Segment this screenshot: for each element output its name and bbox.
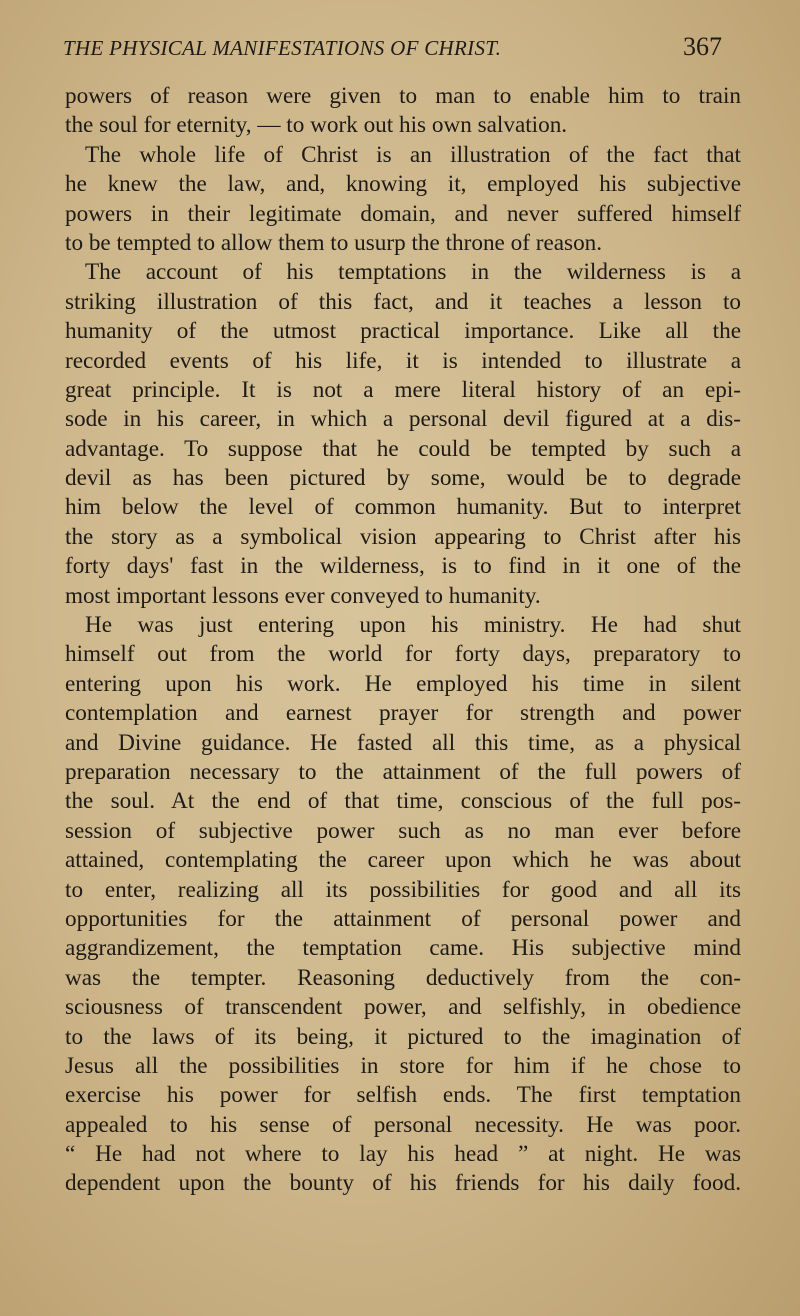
text-line: powers of reason were given to man to enable him to train: [65, 83, 741, 109]
text-line: recorded events of his life, it is intended to illustrate a: [65, 347, 741, 374]
text-line: powers in their legitimate domain, and never suffered himself: [65, 200, 741, 227]
text-line: preparation necessary to the attainment of the full powers of: [65, 758, 741, 785]
running-header: THE PHYSICAL MANIFESTATIONS OF CHRIST.: [63, 36, 502, 60]
text-line: sode in his career, in which a personal devil figured at a dis-: [65, 406, 741, 433]
text-line: appealed to his sense of personal necessity. He was poor.: [65, 1111, 741, 1138]
text-line: him below the level of common humanity. But to interpret: [65, 494, 741, 521]
text-line: contemplation and earnest prayer for strength and power: [65, 700, 741, 727]
text-line: opportunities for the attainment of personal power and: [65, 905, 741, 932]
text-line: humanity of the utmost practical importance. Like all the: [65, 318, 741, 345]
text-line: himself out from the world for forty days, preparatory to: [65, 641, 741, 668]
text-line: he knew the law, and, knowing it, employed his subjective: [65, 171, 741, 198]
text-line: The account of his temptations in the wilderness is a: [85, 259, 741, 286]
text-line: “ He had not where to lay his head ” at night. He was: [65, 1141, 741, 1168]
text-line: Jesus all the possibilities in store for him if he chose to: [65, 1052, 741, 1079]
page-number: 367: [683, 32, 722, 61]
text-line: to enter, realizing all its possibilities for good and all its: [65, 876, 741, 903]
text-line: to be tempted to allow them to usurp the throne of reason.: [65, 229, 603, 256]
text-line: dependent upon the bounty of his friends for his daily food.: [65, 1170, 741, 1197]
text-line: to the laws of its being, it pictured to the imagination of: [65, 1023, 741, 1050]
page-body-text: [65, 82, 741, 1199]
text-line: advantage. To suppose that he could be tempted by such a: [65, 435, 741, 462]
text-line: sciousness of transcendent power, and selfishly, in obedience: [65, 994, 741, 1021]
text-line: attained, contemplating the career upon which he was about: [65, 847, 741, 874]
text-line: the story as a symbolical vision appearing to Christ after his: [65, 523, 741, 550]
text-line: and Divine guidance. He fasted all this time, as a physical: [65, 729, 741, 756]
text-line: devil as has been pictured by some, would be to degrade: [65, 465, 741, 492]
text-line: entering upon his work. He employed his time in silent: [65, 670, 741, 697]
text-line: The whole life of Christ is an illustration of the fact that: [85, 141, 741, 168]
text-line: exercise his power for selfish ends. The first temptation: [65, 1082, 741, 1109]
text-line: aggrandizement, the temptation came. His subjective mind: [65, 935, 741, 962]
text-line: was the tempter. Reasoning deductively from the con-: [65, 964, 741, 991]
text-line: the soul. At the end of that time, conscious of the full pos-: [65, 788, 741, 815]
text-line: striking illustration of this fact, and it teaches a lesson to: [65, 288, 741, 315]
text-line: forty days' fast in the wilderness, is to find in it one of the: [65, 553, 741, 580]
text-line: He was just entering upon his ministry. He had shut: [85, 612, 741, 639]
text-line: the soul for eternity, — to work out his own salvation.: [65, 112, 568, 139]
text-line: great principle. It is not a mere literal history of an epi-: [65, 376, 741, 403]
text-line: most important lessons ever conveyed to humanity.: [65, 582, 541, 609]
text-line: session of subjective power such as no man ever before: [65, 817, 741, 844]
